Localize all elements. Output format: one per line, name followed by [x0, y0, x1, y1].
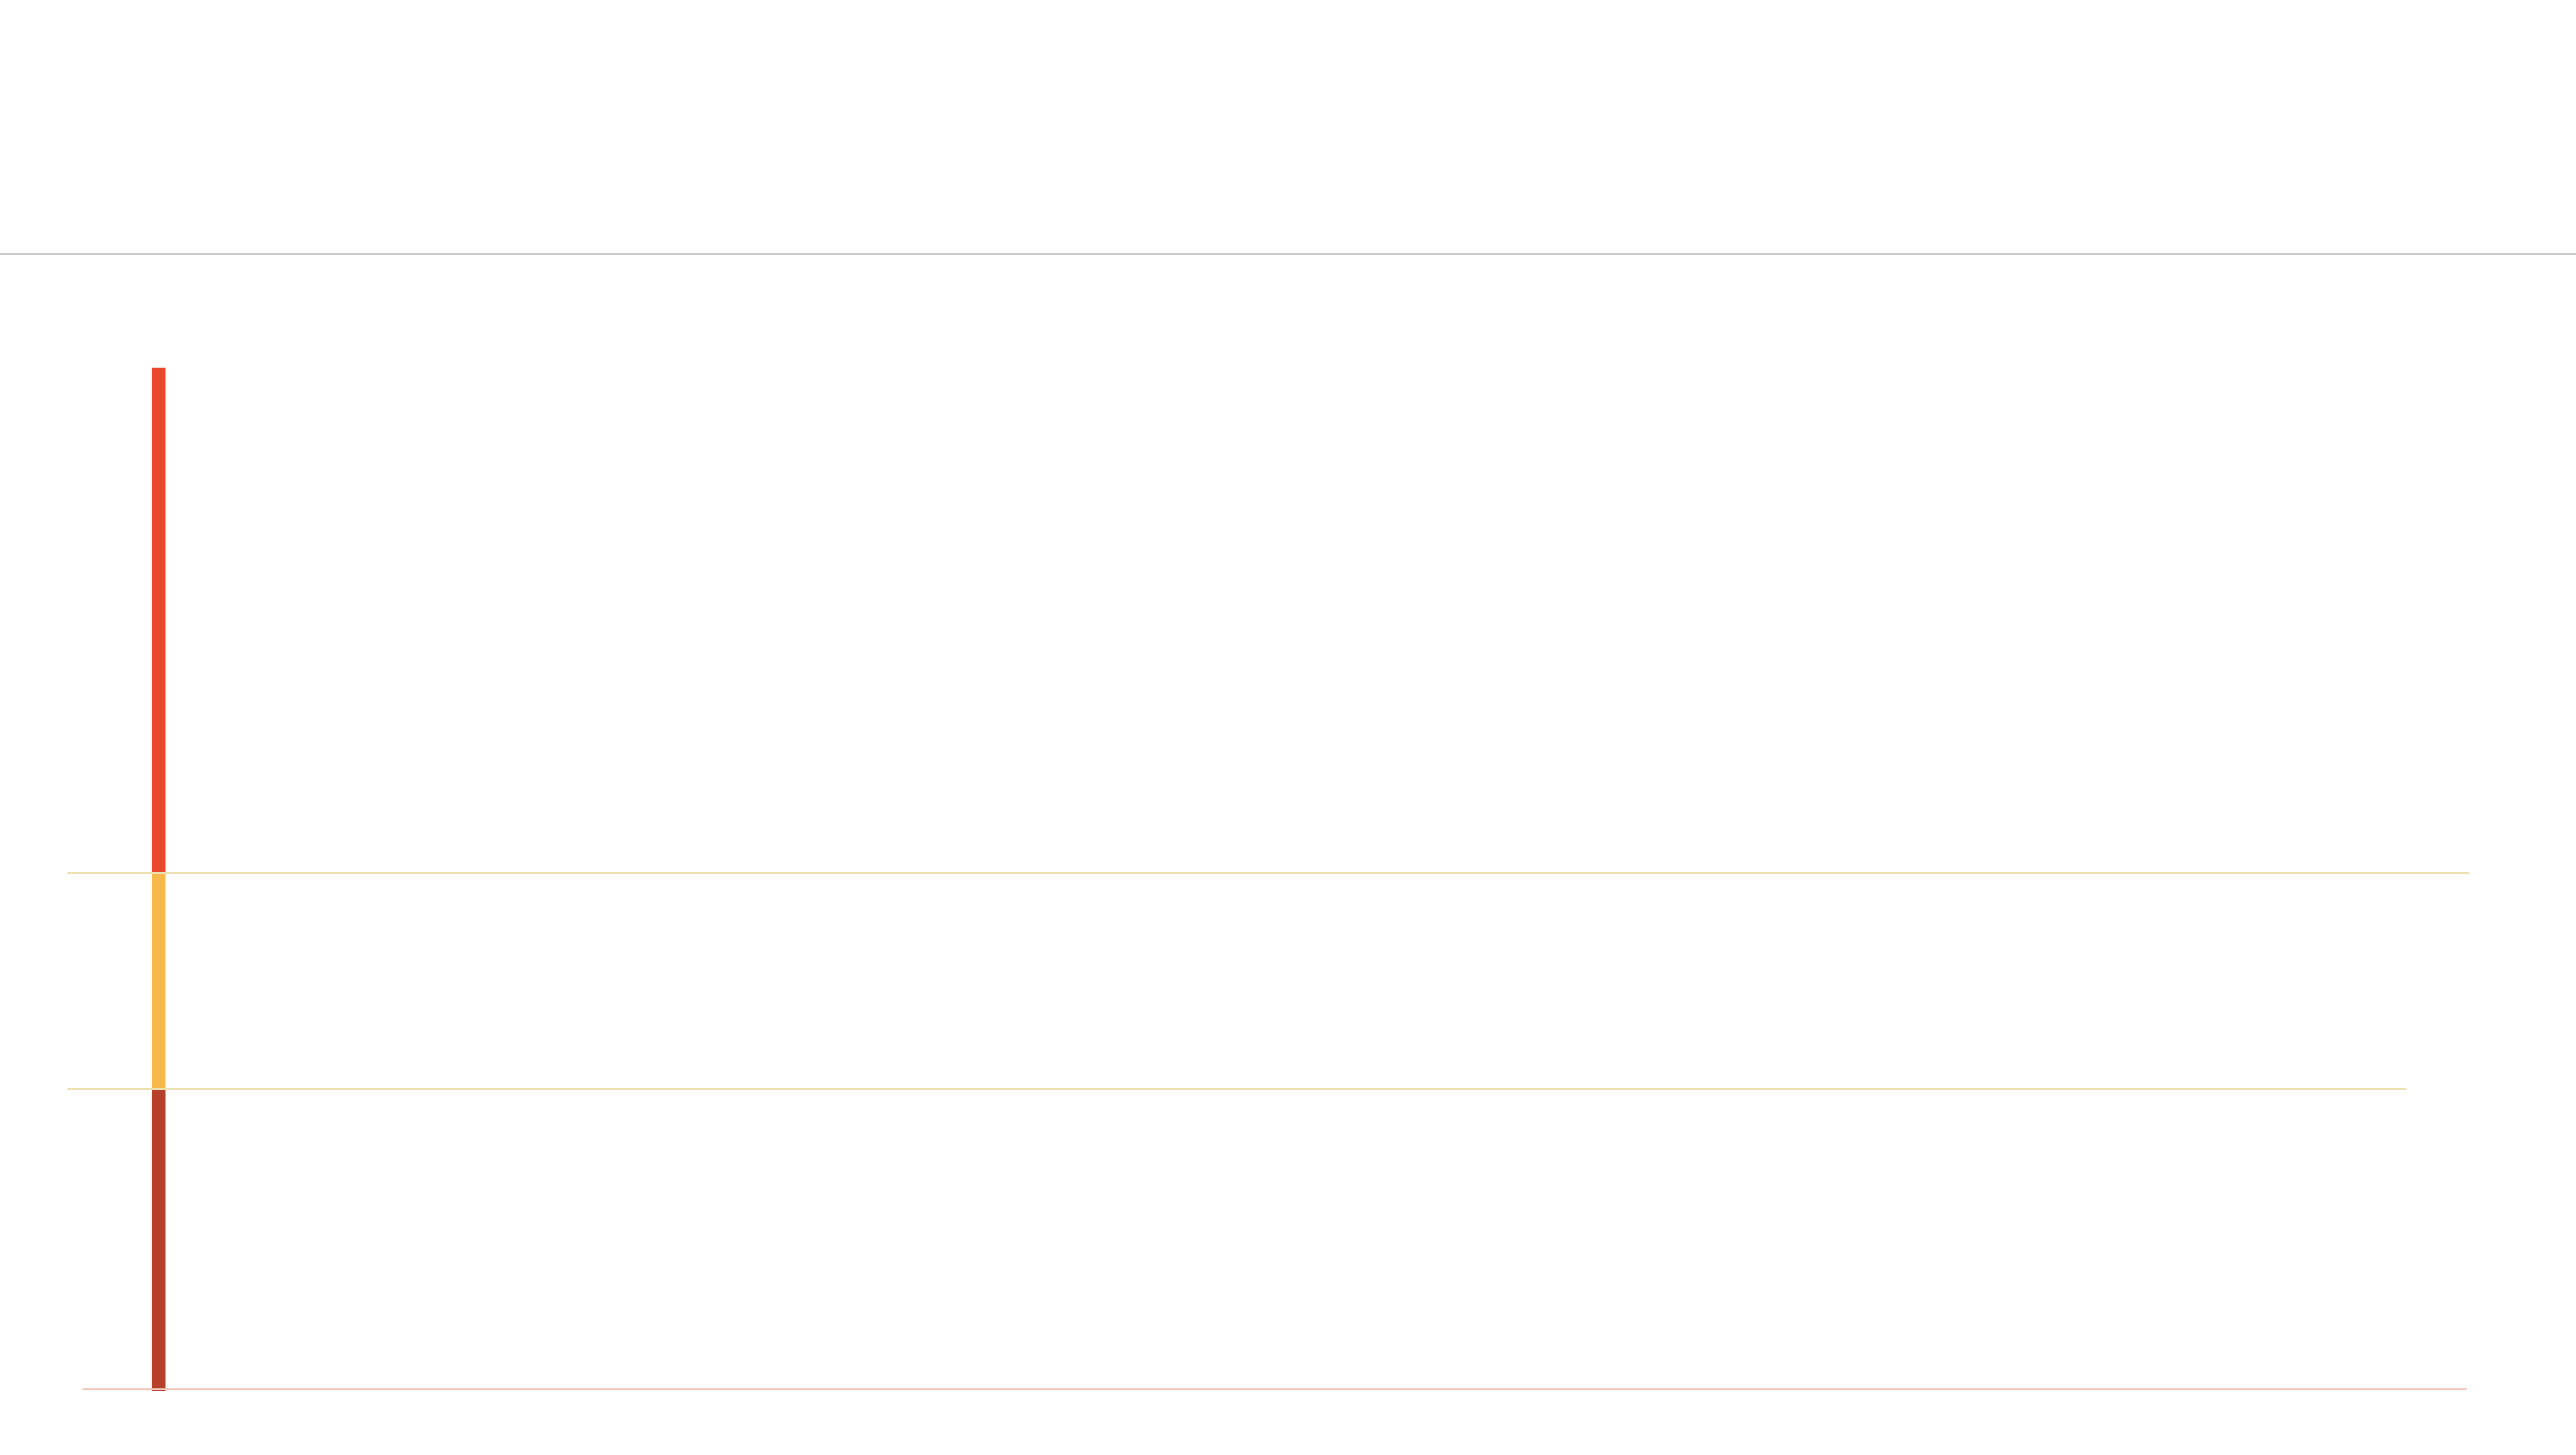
row-divider-activities-method: [67, 872, 2469, 874]
title-divider: [0, 253, 2576, 255]
row-divider-method-outcome: [67, 1088, 2406, 1090]
row-label-activities: [74, 368, 146, 873]
method-bar: [152, 873, 165, 1089]
row-label-outcome: [74, 1089, 146, 1391]
table-bottom-rule: [82, 1388, 2467, 1390]
activities-bar: [152, 368, 165, 873]
row-label-method: [74, 873, 146, 1089]
outcome-bar: [152, 1089, 165, 1391]
